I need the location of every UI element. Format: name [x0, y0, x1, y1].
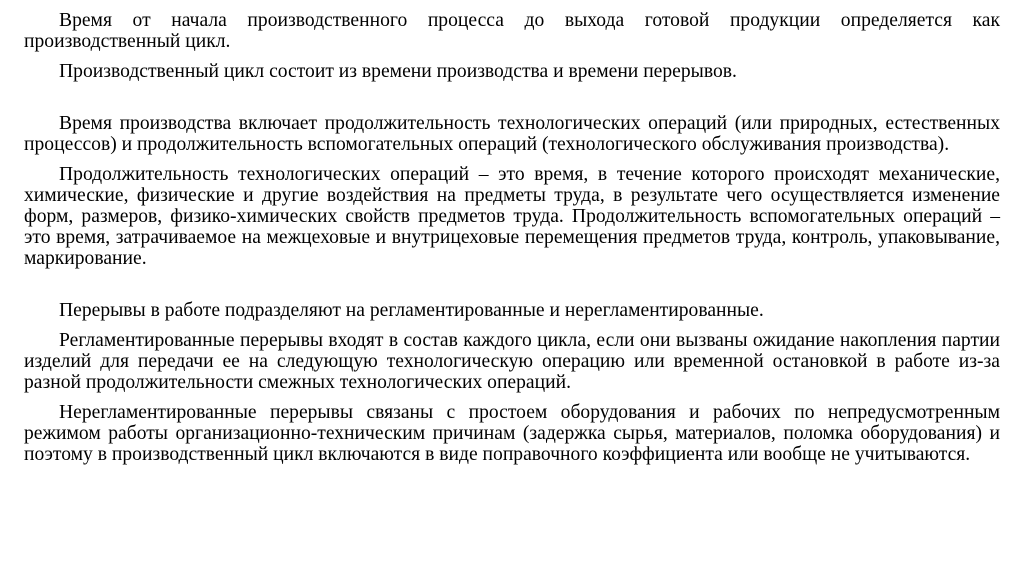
- paragraph-cycle-composition: Производственный цикл состоит из времени производства и времени перерывов.: [59, 61, 737, 82]
- slide-text-body: [24, 10, 1000, 465]
- paragraph-production-time: Время производства включает продолжительность технологических операций (или природных, естественных процессов) и продолжительность вспомогательных операций (технологического обслуживания производства).: [24, 113, 1000, 155]
- paragraph-operation-durations: Продолжительность технологических операций – это время, в течение которого происходят механические, химические, физические и другие воздействия на предметы труда, в результате чего осуществляется изменение форм, размеров, физико-химических свойств предметов труда. Продолжительность вспомогательных операций – это время, затрачиваемое на межцеховые и внутрицеховые перемещения предметов труда, контроль, упаковывание, маркирование.: [24, 164, 1000, 269]
- paragraph-production-cycle-definition: Время от начала производственного процесса до выхода готовой продукции определяется как производственный цикл.: [24, 10, 1000, 52]
- paragraph-regulated-breaks: Регламентированные перерывы входят в состав каждого цикла, если они вызваны ожидание накопления партии изделий для передачи ее на следующую технологическую операцию или временной остановкой в работе из-за разной продолжительности смежных технологических операций.: [24, 330, 1000, 393]
- paragraph-breaks-types: Перерывы в работе подразделяют на регламентированные и нерегламентированные.: [59, 300, 764, 321]
- paragraph-unregulated-breaks: Нерегламентированные перерывы связаны с простоем оборудования и рабочих по непредусмотренным режимом работы организационно-техническим причинам (задержка сырья, материалов, поломка оборудования) и поэтому в производственный цикл включаются в виде поправочного коэффициента или вообще не учитываются.: [24, 402, 1000, 465]
